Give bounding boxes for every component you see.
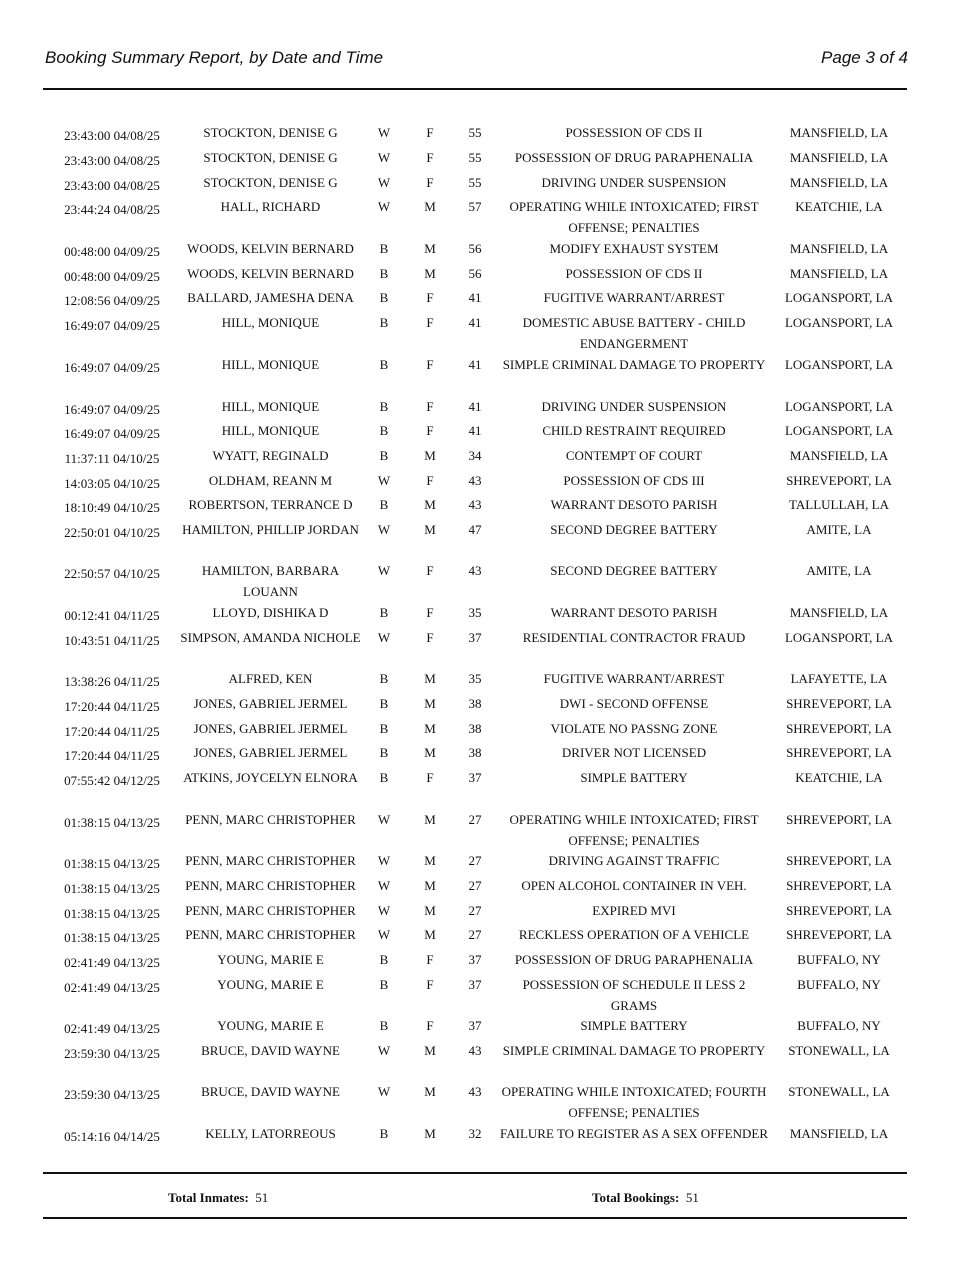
row-charge: DOMESTIC ABUSE BATTERY - CHILD ENDANGERMENT [522, 315, 746, 351]
row-charge: DRIVING AGAINST TRAFFIC [548, 853, 720, 868]
row-charge: MODIFY EXHAUST SYSTEM [549, 241, 719, 256]
row-name: HAMILTON, BARBARA LOUANN [201, 563, 340, 599]
row-sex: F [426, 125, 434, 140]
row-city: LOGANSPORT, LA [784, 630, 894, 645]
row-race: W [377, 199, 391, 214]
row-name: STOCKTON, DENISE G [203, 150, 338, 165]
row-age: 55 [468, 150, 482, 165]
row-charge: POSSESSION OF CDS II [565, 125, 703, 140]
row-charge: DRIVER NOT LICENSED [561, 745, 707, 760]
row-charge: CONTEMPT OF COURT [565, 448, 703, 463]
row-city: SHREVEPORT, LA [786, 721, 892, 736]
row-sex: F [426, 357, 434, 372]
row-age: 35 [468, 605, 482, 620]
row-age: 56 [468, 241, 482, 256]
row-age: 56 [468, 266, 482, 281]
row-city: LOGANSPORT, LA [784, 315, 894, 330]
row-name: SIMPSON, AMANDA NICHOLE [180, 630, 361, 645]
row-name: HILL, MONIQUE [221, 357, 320, 372]
row-city: STONEWALL, LA [788, 1084, 890, 1099]
row-city: SHREVEPORT, LA [786, 812, 892, 827]
row-age: 55 [468, 125, 482, 140]
total-inmates-label: Total Inmates: [168, 1190, 249, 1205]
row-datetime: 17:20:44 04/11/25 [64, 748, 160, 763]
row-city: LAFAYETTE, LA [790, 671, 888, 686]
row-charge: SIMPLE CRIMINAL DAMAGE TO PROPERTY [502, 357, 766, 372]
row-race: W [377, 903, 391, 918]
row-age: 37 [468, 952, 482, 967]
row-name: YOUNG, MARIE E [217, 977, 324, 992]
row-city: MANSFIELD, LA [789, 1126, 889, 1141]
row-city: LOGANSPORT, LA [784, 290, 894, 305]
row-datetime: 22:50:57 04/10/25 [64, 566, 160, 581]
row-city: STONEWALL, LA [788, 1043, 890, 1058]
row-datetime: 00:12:41 04/11/25 [64, 608, 160, 623]
row-city: MANSFIELD, LA [789, 241, 889, 256]
row-sex: M [424, 745, 436, 760]
row-age: 38 [468, 696, 482, 711]
row-charge: RESIDENTIAL CONTRACTOR FRAUD [522, 630, 746, 645]
row-sex: M [424, 1043, 436, 1058]
row-name: ROBERTSON, TERRANCE D [188, 497, 353, 512]
row-race: B [379, 1018, 389, 1033]
row-race: W [377, 630, 391, 645]
row-race: B [379, 448, 389, 463]
row-datetime: 00:48:00 04/09/25 [64, 269, 160, 284]
row-sex: M [424, 878, 436, 893]
row-age: 41 [468, 357, 482, 372]
row-age: 43 [468, 1043, 482, 1058]
row-race: W [377, 1043, 391, 1058]
row-race: B [379, 721, 389, 736]
row-charge: DWI - SECOND OFFENSE [559, 696, 709, 711]
row-sex: F [426, 977, 434, 992]
row-age: 27 [468, 812, 482, 827]
row-datetime: 07:55:42 04/12/25 [64, 773, 160, 788]
row-sex: F [426, 423, 434, 438]
row-sex: M [424, 199, 436, 214]
row-sex: F [426, 770, 434, 785]
row-charge: VIOLATE NO PASSNG ZONE [550, 721, 718, 736]
row-age: 27 [468, 853, 482, 868]
row-city: KEATCHIE, LA [795, 770, 883, 785]
row-charge: FUGITIVE WARRANT/ARREST [543, 671, 725, 686]
row-race: B [379, 241, 389, 256]
row-charge: SIMPLE CRIMINAL DAMAGE TO PROPERTY [502, 1043, 766, 1058]
row-name: YOUNG, MARIE E [217, 952, 324, 967]
row-race: W [377, 812, 391, 827]
row-name: PENN, MARC CHRISTOPHER [185, 853, 356, 868]
row-age: 34 [468, 448, 482, 463]
row-name: STOCKTON, DENISE G [203, 125, 338, 140]
row-age: 47 [468, 522, 482, 537]
row-datetime: 23:43:00 04/08/25 [64, 153, 160, 168]
row-sex: F [426, 1018, 434, 1033]
row-city: LOGANSPORT, LA [784, 399, 894, 414]
row-datetime: 13:38:26 04/11/25 [64, 674, 160, 689]
row-charge: POSSESSION OF CDS III [563, 473, 705, 488]
row-name: YOUNG, MARIE E [217, 1018, 324, 1033]
row-charge: POSSESSION OF CDS II [565, 266, 703, 281]
row-datetime: 12:08:56 04/09/25 [64, 293, 160, 308]
row-datetime: 16:49:07 04/09/25 [64, 318, 160, 333]
row-charge: SECOND DEGREE BATTERY [550, 522, 718, 537]
row-sex: F [426, 605, 434, 620]
row-race: W [377, 125, 391, 140]
row-race: B [379, 952, 389, 967]
row-name: HAMILTON, PHILLIP JORDAN [182, 522, 359, 537]
row-age: 27 [468, 927, 482, 942]
total-bookings [592, 1190, 699, 1206]
row-name: HILL, MONIQUE [221, 423, 320, 438]
row-sex: F [426, 175, 434, 190]
row-race: W [377, 1084, 391, 1099]
row-charge: FUGITIVE WARRANT/ARREST [543, 290, 725, 305]
row-race: B [379, 315, 389, 330]
row-age: 41 [468, 315, 482, 330]
row-age: 27 [468, 903, 482, 918]
row-datetime: 23:44:24 04/08/25 [64, 202, 160, 217]
row-charge: SIMPLE BATTERY [580, 1018, 688, 1033]
row-city: BUFFALO, NY [797, 1018, 881, 1033]
row-city: SHREVEPORT, LA [786, 745, 892, 760]
row-age: 55 [468, 175, 482, 190]
row-race: B [379, 671, 389, 686]
row-datetime: 00:48:00 04/09/25 [64, 244, 160, 259]
row-race: B [379, 745, 389, 760]
row-age: 37 [468, 770, 482, 785]
row-race: W [377, 563, 391, 578]
row-race: W [377, 150, 391, 165]
row-city: MANSFIELD, LA [789, 448, 889, 463]
row-sex: M [424, 448, 436, 463]
row-charge: DRIVING UNDER SUSPENSION [541, 399, 727, 414]
row-name: BALLARD, JAMESHA DENA [187, 290, 354, 305]
row-datetime: 11:37:11 04/10/25 [64, 451, 160, 466]
row-sex: M [424, 812, 436, 827]
row-race: W [377, 522, 391, 537]
row-charge: POSSESSION OF SCHEDULE II LESS 2 GRAMS [522, 977, 746, 1013]
row-name: HALL, RICHARD [220, 199, 321, 214]
total-inmates [168, 1190, 268, 1206]
row-name: BRUCE, DAVID WAYNE [201, 1084, 340, 1099]
row-age: 57 [468, 199, 482, 214]
row-charge: RECKLESS OPERATION OF A VEHICLE [518, 927, 750, 942]
row-datetime: 01:38:15 04/13/25 [64, 881, 160, 896]
row-sex: F [426, 150, 434, 165]
row-sex: M [424, 671, 436, 686]
row-age: 43 [468, 1084, 482, 1099]
row-sex: F [426, 630, 434, 645]
row-datetime: 17:20:44 04/11/25 [64, 724, 160, 739]
row-name: HILL, MONIQUE [221, 315, 320, 330]
row-age: 32 [468, 1126, 482, 1141]
row-race: W [377, 473, 391, 488]
row-city: SHREVEPORT, LA [786, 927, 892, 942]
row-datetime: 10:43:51 04/11/25 [64, 633, 160, 648]
row-city: LOGANSPORT, LA [784, 357, 894, 372]
total-inmates-value: 51 [255, 1190, 269, 1205]
row-sex: F [426, 563, 434, 578]
row-charge: OPERATING WHILE INTOXICATED; FOURTH OFFENSE; PENALTIES [501, 1084, 767, 1120]
row-sex: F [426, 399, 434, 414]
row-city: BUFFALO, NY [797, 952, 881, 967]
row-sex: M [424, 497, 436, 512]
row-race: B [379, 605, 389, 620]
row-city: SHREVEPORT, LA [786, 878, 892, 893]
row-datetime: 01:38:15 04/13/25 [64, 815, 160, 830]
row-city: SHREVEPORT, LA [786, 903, 892, 918]
row-race: B [379, 423, 389, 438]
row-datetime: 16:49:07 04/09/25 [64, 360, 160, 375]
row-name: BRUCE, DAVID WAYNE [201, 1043, 340, 1058]
row-sex: M [424, 927, 436, 942]
row-charge: SIMPLE BATTERY [580, 770, 688, 785]
row-age: 27 [468, 878, 482, 893]
row-city: MANSFIELD, LA [789, 266, 889, 281]
row-name: ATKINS, JOYCELYN ELNORA [183, 770, 358, 785]
total-bookings-label: Total Bookings: [592, 1190, 680, 1205]
row-race: B [379, 399, 389, 414]
row-datetime: 01:38:15 04/13/25 [64, 930, 160, 945]
row-age: 38 [468, 721, 482, 736]
row-city: SHREVEPORT, LA [786, 473, 892, 488]
row-sex: M [424, 696, 436, 711]
row-city: KEATCHIE, LA [795, 199, 883, 214]
row-datetime: 01:38:15 04/13/25 [64, 906, 160, 921]
row-age: 43 [468, 563, 482, 578]
row-race: W [377, 853, 391, 868]
row-charge: POSSESSION OF DRUG PARAPHENALIA [514, 952, 754, 967]
row-sex: M [424, 721, 436, 736]
row-datetime: 23:43:00 04/08/25 [64, 178, 160, 193]
row-sex: M [424, 522, 436, 537]
row-name: PENN, MARC CHRISTOPHER [185, 927, 356, 942]
row-race: W [377, 927, 391, 942]
row-charge: WARRANT DESOTO PARISH [550, 497, 718, 512]
row-datetime: 14:03:05 04/10/25 [64, 476, 160, 491]
row-datetime: 22:50:01 04/10/25 [64, 525, 160, 540]
row-city: MANSFIELD, LA [789, 605, 889, 620]
row-name: KELLY, LATORREOUS [205, 1126, 336, 1141]
row-charge: FAILURE TO REGISTER AS A SEX OFFENDER [500, 1126, 768, 1141]
row-datetime: 18:10:49 04/10/25 [64, 500, 160, 515]
row-age: 43 [468, 497, 482, 512]
row-sex: F [426, 290, 434, 305]
report-title: Booking Summary Report, by Date and Time [45, 48, 384, 67]
row-datetime: 23:43:00 04/08/25 [64, 128, 160, 143]
row-sex: F [426, 473, 434, 488]
row-name: STOCKTON, DENISE G [203, 175, 338, 190]
row-sex: M [424, 266, 436, 281]
row-name: PENN, MARC CHRISTOPHER [185, 878, 356, 893]
row-name: LLOYD, DISHIKA D [212, 605, 329, 620]
row-age: 37 [468, 630, 482, 645]
row-charge: OPERATING WHILE INTOXICATED; FIRST OFFENSE; PENALTIES [509, 812, 759, 848]
row-sex: M [424, 241, 436, 256]
row-charge: WARRANT DESOTO PARISH [550, 605, 718, 620]
row-sex: M [424, 853, 436, 868]
totals-top-divider [43, 1172, 907, 1174]
row-city: MANSFIELD, LA [789, 125, 889, 140]
row-name: JONES, GABRIEL JERMEL [193, 696, 348, 711]
row-name: JONES, GABRIEL JERMEL [193, 721, 348, 736]
row-city: LOGANSPORT, LA [784, 423, 894, 438]
page-number: Page 3 of 4 [821, 48, 908, 67]
row-sex: F [426, 952, 434, 967]
row-name: JONES, GABRIEL JERMEL [193, 745, 348, 760]
row-age: 41 [468, 290, 482, 305]
row-datetime: 01:38:15 04/13/25 [64, 856, 160, 871]
row-charge: EXPIRED MVI [592, 903, 676, 918]
total-bookings-value: 51 [685, 1190, 699, 1205]
row-datetime: 02:41:49 04/13/25 [64, 980, 160, 995]
row-name: WOODS, KELVIN BERNARD [187, 241, 354, 256]
row-datetime: 23:59:30 04/13/25 [64, 1087, 160, 1102]
row-race: B [379, 977, 389, 992]
row-sex: M [424, 1126, 436, 1141]
row-age: 35 [468, 671, 482, 686]
row-datetime: 16:49:07 04/09/25 [64, 402, 160, 417]
row-name: PENN, MARC CHRISTOPHER [185, 812, 356, 827]
row-age: 37 [468, 1018, 482, 1033]
row-city: MANSFIELD, LA [789, 150, 889, 165]
row-age: 38 [468, 745, 482, 760]
row-age: 41 [468, 423, 482, 438]
row-race: B [379, 266, 389, 281]
row-city: SHREVEPORT, LA [786, 853, 892, 868]
row-city: BUFFALO, NY [797, 977, 881, 992]
row-race: B [379, 290, 389, 305]
row-charge: SECOND DEGREE BATTERY [550, 563, 718, 578]
row-city: SHREVEPORT, LA [786, 696, 892, 711]
row-charge: DRIVING UNDER SUSPENSION [541, 175, 727, 190]
row-sex: F [426, 315, 434, 330]
row-name: WYATT, REGINALD [212, 448, 329, 463]
row-datetime: 02:41:49 04/13/25 [64, 1021, 160, 1036]
row-name: ALFRED, KEN [228, 671, 313, 686]
row-datetime: 23:59:30 04/13/25 [64, 1046, 160, 1061]
row-race: B [379, 1126, 389, 1141]
row-datetime: 02:41:49 04/13/25 [64, 955, 160, 970]
totals-bottom-divider [43, 1217, 907, 1219]
row-age: 37 [468, 977, 482, 992]
row-sex: M [424, 903, 436, 918]
row-charge: POSSESSION OF DRUG PARAPHENALIA [514, 150, 754, 165]
row-race: B [379, 357, 389, 372]
row-charge: CHILD RESTRAINT REQUIRED [542, 423, 726, 438]
row-sex: M [424, 1084, 436, 1099]
row-name: WOODS, KELVIN BERNARD [187, 266, 354, 281]
row-city: MANSFIELD, LA [789, 175, 889, 190]
row-name: PENN, MARC CHRISTOPHER [185, 903, 356, 918]
row-charge: OPERATING WHILE INTOXICATED; FIRST OFFENSE; PENALTIES [509, 199, 759, 235]
row-race: W [377, 175, 391, 190]
row-datetime: 05:14:16 04/14/25 [64, 1129, 160, 1144]
row-race: B [379, 696, 389, 711]
row-charge: OPEN ALCOHOL CONTAINER IN VEH. [521, 878, 747, 893]
row-datetime: 16:49:07 04/09/25 [64, 426, 160, 441]
row-city: AMITE, LA [806, 522, 872, 537]
row-name: OLDHAM, REANN M [208, 473, 333, 488]
row-datetime: 17:20:44 04/11/25 [64, 699, 160, 714]
row-name: HILL, MONIQUE [221, 399, 320, 414]
row-race: B [379, 770, 389, 785]
row-city: TALLULLAH, LA [788, 497, 890, 512]
row-race: B [379, 497, 389, 512]
row-age: 43 [468, 473, 482, 488]
row-race: W [377, 878, 391, 893]
row-age: 41 [468, 399, 482, 414]
row-city: AMITE, LA [806, 563, 872, 578]
